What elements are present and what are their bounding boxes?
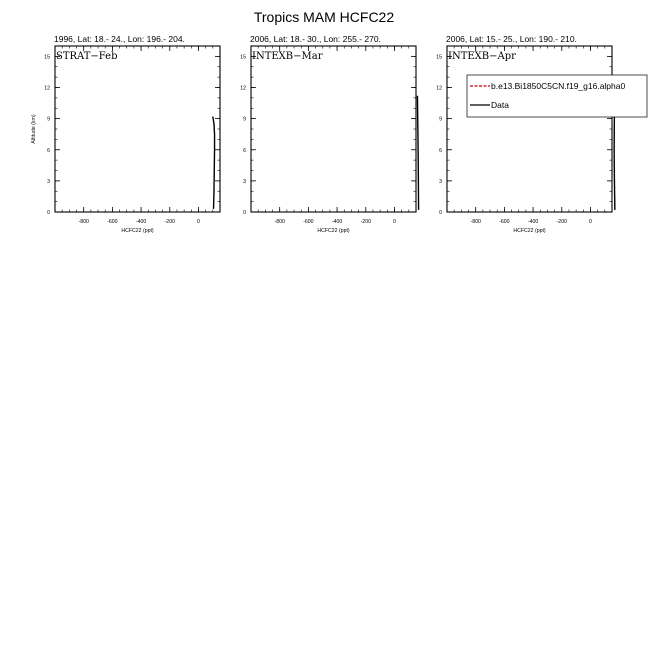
- x-tick-label: -800: [470, 219, 481, 225]
- x-tick-label: -800: [274, 219, 285, 225]
- y-tick-label: 15: [436, 54, 442, 61]
- panel-subtitle: 2006, Lat: 15.- 25., Lon: 190.- 210.: [446, 34, 577, 44]
- legend-entry: b.e13.Bi1850C5CN.f19_g16.alpha0: [491, 81, 626, 91]
- y-tick-label: 12: [240, 85, 246, 92]
- y-tick-label: 12: [436, 85, 442, 92]
- panel-label: INTEXB−Apr: [448, 51, 516, 62]
- y-tick-label: 6: [47, 147, 50, 154]
- y-tick-label: 3: [47, 178, 50, 185]
- x-tick-label: -200: [360, 219, 371, 225]
- y-tick-label: 0: [47, 210, 50, 216]
- x-tick-label: 0: [393, 219, 396, 225]
- x-tick-label: 0: [197, 219, 200, 225]
- x-tick-label: -400: [331, 219, 343, 225]
- y-tick-label: 12: [44, 85, 50, 92]
- y-tick-label: 0: [439, 210, 442, 216]
- x-tick-label: -400: [527, 219, 539, 225]
- figure-title: Tropics MAM HCFC22: [253, 9, 395, 25]
- x-axis-label: HCFC22 (ppt): [121, 228, 154, 234]
- y-tick-label: 3: [243, 178, 246, 185]
- y-tick-label: 6: [439, 147, 442, 154]
- panel-subtitle: 1996, Lat: 18.- 24., Lon: 196.- 204.: [54, 34, 185, 44]
- x-tick-label: -600: [303, 219, 314, 225]
- y-tick-label: 3: [439, 178, 442, 185]
- y-tick-label: 15: [44, 54, 50, 61]
- y-tick-label: 9: [243, 116, 246, 123]
- x-tick-label: 0: [589, 219, 592, 225]
- legend-entry: Data: [491, 100, 509, 110]
- panel-subtitle: 2006, Lat: 18.- 30., Lon: 255.- 270.: [250, 34, 381, 44]
- x-axis-label: HCFC22 (ppt): [317, 228, 350, 234]
- y-tick-label: 6: [243, 147, 246, 154]
- x-tick-label: -800: [78, 219, 89, 225]
- x-axis-label: HCFC22 (ppt): [513, 228, 546, 234]
- y-tick-label: 9: [439, 116, 442, 123]
- panel-label: STRAT−Feb: [56, 51, 118, 62]
- y-tick-label: 0: [243, 210, 246, 216]
- x-tick-label: -600: [499, 219, 510, 225]
- legend: [467, 75, 647, 117]
- x-tick-label: -200: [164, 219, 175, 225]
- x-tick-label: -400: [135, 219, 147, 225]
- x-tick-label: -600: [107, 219, 118, 225]
- y-axis-label: Altitude (km): [31, 114, 37, 144]
- y-tick-label: 15: [240, 54, 246, 61]
- y-tick-label: 9: [47, 116, 50, 123]
- panel-label: INTEXB−Mar: [252, 51, 323, 62]
- x-tick-label: -200: [556, 219, 567, 225]
